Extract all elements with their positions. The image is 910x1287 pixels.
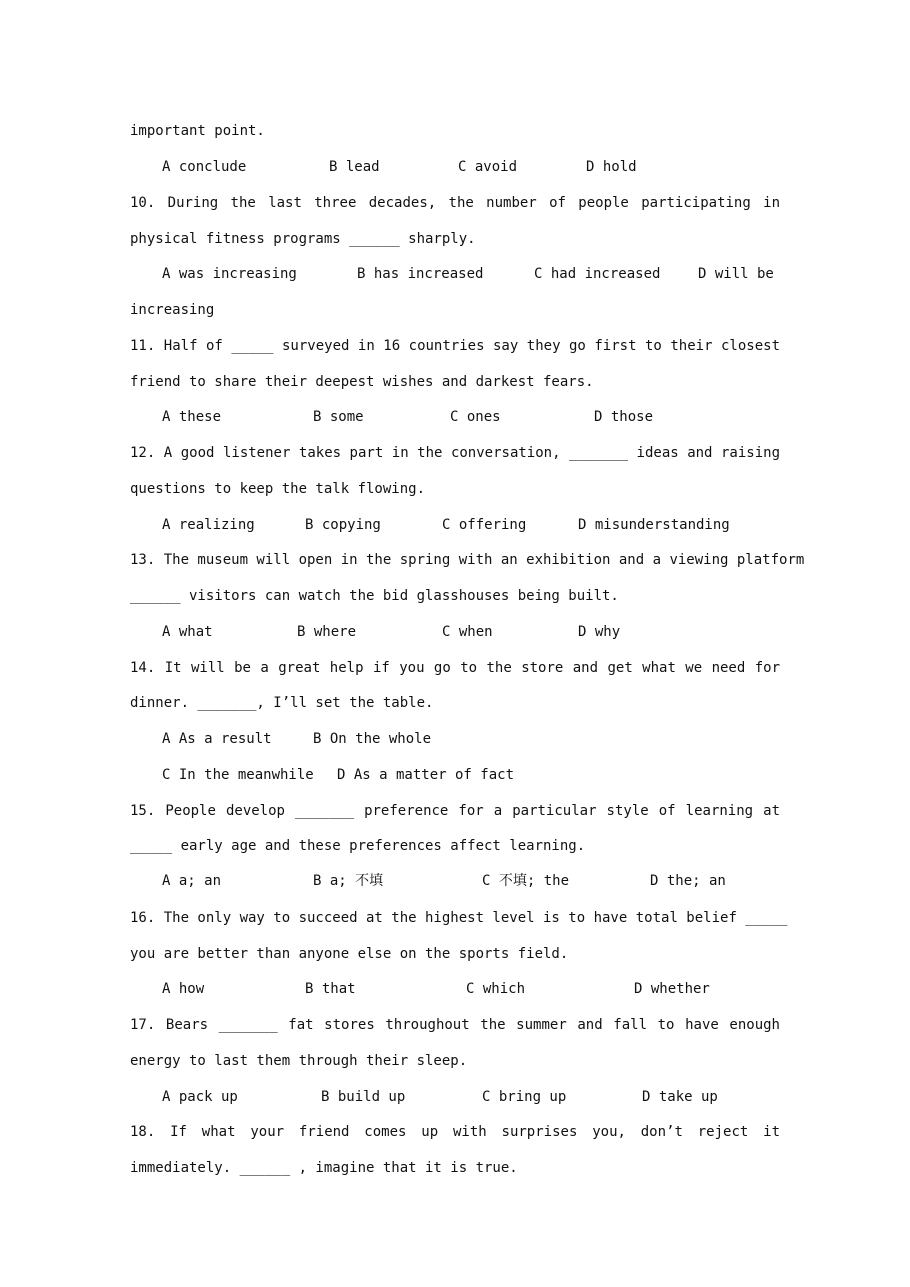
question-11-options <box>130 406 780 428</box>
option-d: D misunderstanding <box>578 517 730 533</box>
option-d: D why <box>578 624 621 640</box>
question-9-text-line: important point. <box>130 123 265 139</box>
question-14-options <box>130 728 780 750</box>
question-15-text-line: _____ early age and these preferences affect learning. <box>130 838 586 854</box>
option-d: D take up <box>642 1089 718 1105</box>
question-13-text-line: 13. The museum will open in the spring with an exhibition and a viewing platform <box>130 552 805 568</box>
option-a: A what <box>162 624 213 640</box>
question-16-text-line: you are better than anyone else on the sports field. <box>130 946 569 962</box>
question-13-text-line: ______ visitors can watch the bid glasshouses being built. <box>130 588 619 604</box>
option-a: A conclude <box>162 159 247 175</box>
option-a: A a; an <box>162 873 222 889</box>
option-d: D hold <box>586 159 637 175</box>
question-18-text-line: 18. If what your friend comes up with surprises you, don’t reject it <box>130 1124 780 1140</box>
option-b: B some <box>313 409 364 425</box>
option-a: A how <box>162 981 205 997</box>
option-a: A was increasing <box>162 266 297 282</box>
question-10-options <box>130 263 780 285</box>
option-d: D whether <box>634 981 710 997</box>
option-c: C bring up <box>482 1089 567 1105</box>
question-15-options <box>130 870 780 892</box>
option-c: C In the meanwhile <box>162 767 314 783</box>
question-11-text-line: 11. Half of _____ surveyed in 16 countries say they go first to their closest <box>130 338 780 354</box>
option-b: B build up <box>321 1089 406 1105</box>
question-12-text-line: 12. A good listener takes part in the conversation, _______ ideas and raising <box>130 445 780 461</box>
option-b: B copying <box>305 517 381 533</box>
question-16-text-line: 16. The only way to succeed at the highest level is to have total belief _____ <box>130 910 788 926</box>
option-c: C had increased <box>534 266 661 282</box>
question-16-options <box>130 978 780 1000</box>
question-17-options <box>130 1086 780 1108</box>
option-d: D As a matter of fact <box>337 767 515 783</box>
question-9-options <box>130 156 780 178</box>
option-d: D will be <box>698 266 774 282</box>
option-c: C 不填; the <box>482 873 570 889</box>
option-d: D those <box>594 409 654 425</box>
option-b: B a; 不填 <box>313 873 384 889</box>
question-14-text-line: 14. It will be a great help if you go to the store and get what we need for <box>130 660 780 676</box>
question-15-text-line: 15. People develop _______ preference for a particular style of learning at <box>130 803 780 819</box>
question-12-text-line: questions to keep the talk flowing. <box>130 481 426 497</box>
option-c: C ones <box>450 409 501 425</box>
option-b: B lead <box>329 159 380 175</box>
question-12-options <box>130 514 780 536</box>
option-c: C offering <box>442 517 527 533</box>
question-10-options-continued: increasing <box>130 302 215 318</box>
question-11-text-line: friend to share their deepest wishes and darkest fears. <box>130 374 594 390</box>
option-a: A pack up <box>162 1089 238 1105</box>
question-13-options <box>130 621 780 643</box>
option-b: B On the whole <box>313 731 432 747</box>
option-b: B has increased <box>357 266 484 282</box>
option-b: B where <box>297 624 357 640</box>
option-c: C when <box>442 624 493 640</box>
option-c: C which <box>466 981 526 997</box>
question-10-text-line: 10. During the last three decades, the number of people participating in <box>130 195 780 211</box>
question-10-text-line: physical fitness programs ______ sharply. <box>130 231 476 247</box>
question-14-text-line: dinner. _______, I’ll set the table. <box>130 695 434 711</box>
option-b: B that <box>305 981 356 997</box>
option-a: A realizing <box>162 517 255 533</box>
question-17-text-line: energy to last them through their sleep. <box>130 1053 468 1069</box>
option-a: A these <box>162 409 222 425</box>
question-18-text-line: immediately. ______ , imagine that it is true. <box>130 1160 518 1176</box>
option-c: C avoid <box>458 159 518 175</box>
question-17-text-line: 17. Bears _______ fat stores throughout the summer and fall to have enough <box>130 1017 780 1033</box>
question-14-options-row-2 <box>130 764 780 786</box>
option-d: D the; an <box>650 873 726 889</box>
option-a: A As a result <box>162 731 272 747</box>
